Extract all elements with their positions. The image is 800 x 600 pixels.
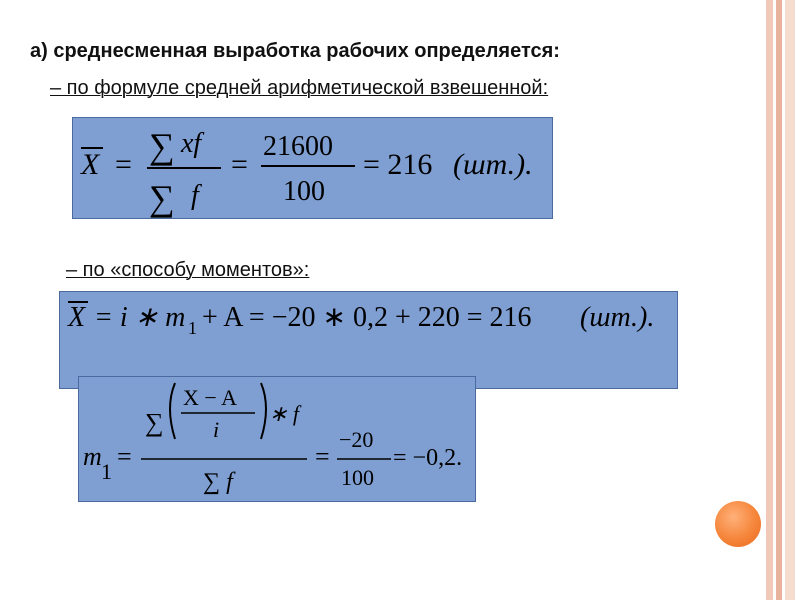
decor-side-bar	[766, 0, 773, 600]
denominator-vars: f	[191, 180, 199, 211]
formula-weighted-mean-svg	[73, 118, 552, 218]
slide-heading: а) среднесменная выработка рабочих определяется:	[30, 40, 560, 62]
x-bar-symbol: X	[68, 302, 86, 333]
sum-symbol: ∑	[145, 408, 164, 437]
unit-label: (шт.).	[580, 302, 655, 333]
top-frame	[0, 0, 800, 6]
method2-label: – по «способу моментов»:	[66, 259, 310, 281]
formula-weighted-mean	[72, 117, 553, 219]
sum-symbol: ∑	[149, 178, 175, 218]
formula-moments-method	[59, 291, 678, 389]
sum-symbol: ∑	[149, 126, 175, 166]
formula-expression: = i ∗ m	[94, 302, 186, 333]
x-bar-symbol: X	[81, 148, 100, 181]
right-paren	[261, 383, 266, 439]
subscript-1: 1	[188, 318, 197, 338]
formula-m1	[78, 376, 476, 502]
fraction-denominator: 100	[283, 176, 325, 207]
result-value: = −0,2.	[393, 445, 463, 471]
unit-label: (шт.).	[453, 148, 533, 181]
numerator-vars: xf	[181, 128, 202, 159]
decor-orange-circle	[715, 501, 761, 547]
equals-sign: =	[117, 442, 132, 471]
subscript-1: 1	[101, 459, 112, 484]
method1-label: – по формуле средней арифметической взвешенной:	[50, 77, 549, 99]
fraction-numerator: 21600	[263, 131, 333, 162]
inner-numerator: X − A	[183, 385, 237, 410]
denominator-sum: ∑ f	[203, 469, 233, 495]
left-paren	[170, 383, 175, 439]
equals-sign: =	[231, 148, 248, 181]
times-f: ∗ f	[269, 401, 300, 426]
fraction-numerator: −20	[339, 427, 374, 452]
inner-denominator: i	[213, 417, 220, 442]
formula-m1-svg	[79, 377, 475, 501]
formula-expression-tail: + A = −20 ∗ 0,2 + 220 = 216	[202, 302, 532, 333]
decor-side-bar	[785, 0, 795, 600]
equals-sign: =	[115, 148, 132, 181]
formula-moments-svg	[60, 292, 677, 388]
equals-sign: =	[315, 442, 330, 471]
decor-side-bar	[776, 0, 782, 600]
fraction-denominator: 100	[341, 465, 374, 490]
result-value: = 216	[363, 148, 433, 181]
m-symbol: m	[83, 442, 102, 471]
